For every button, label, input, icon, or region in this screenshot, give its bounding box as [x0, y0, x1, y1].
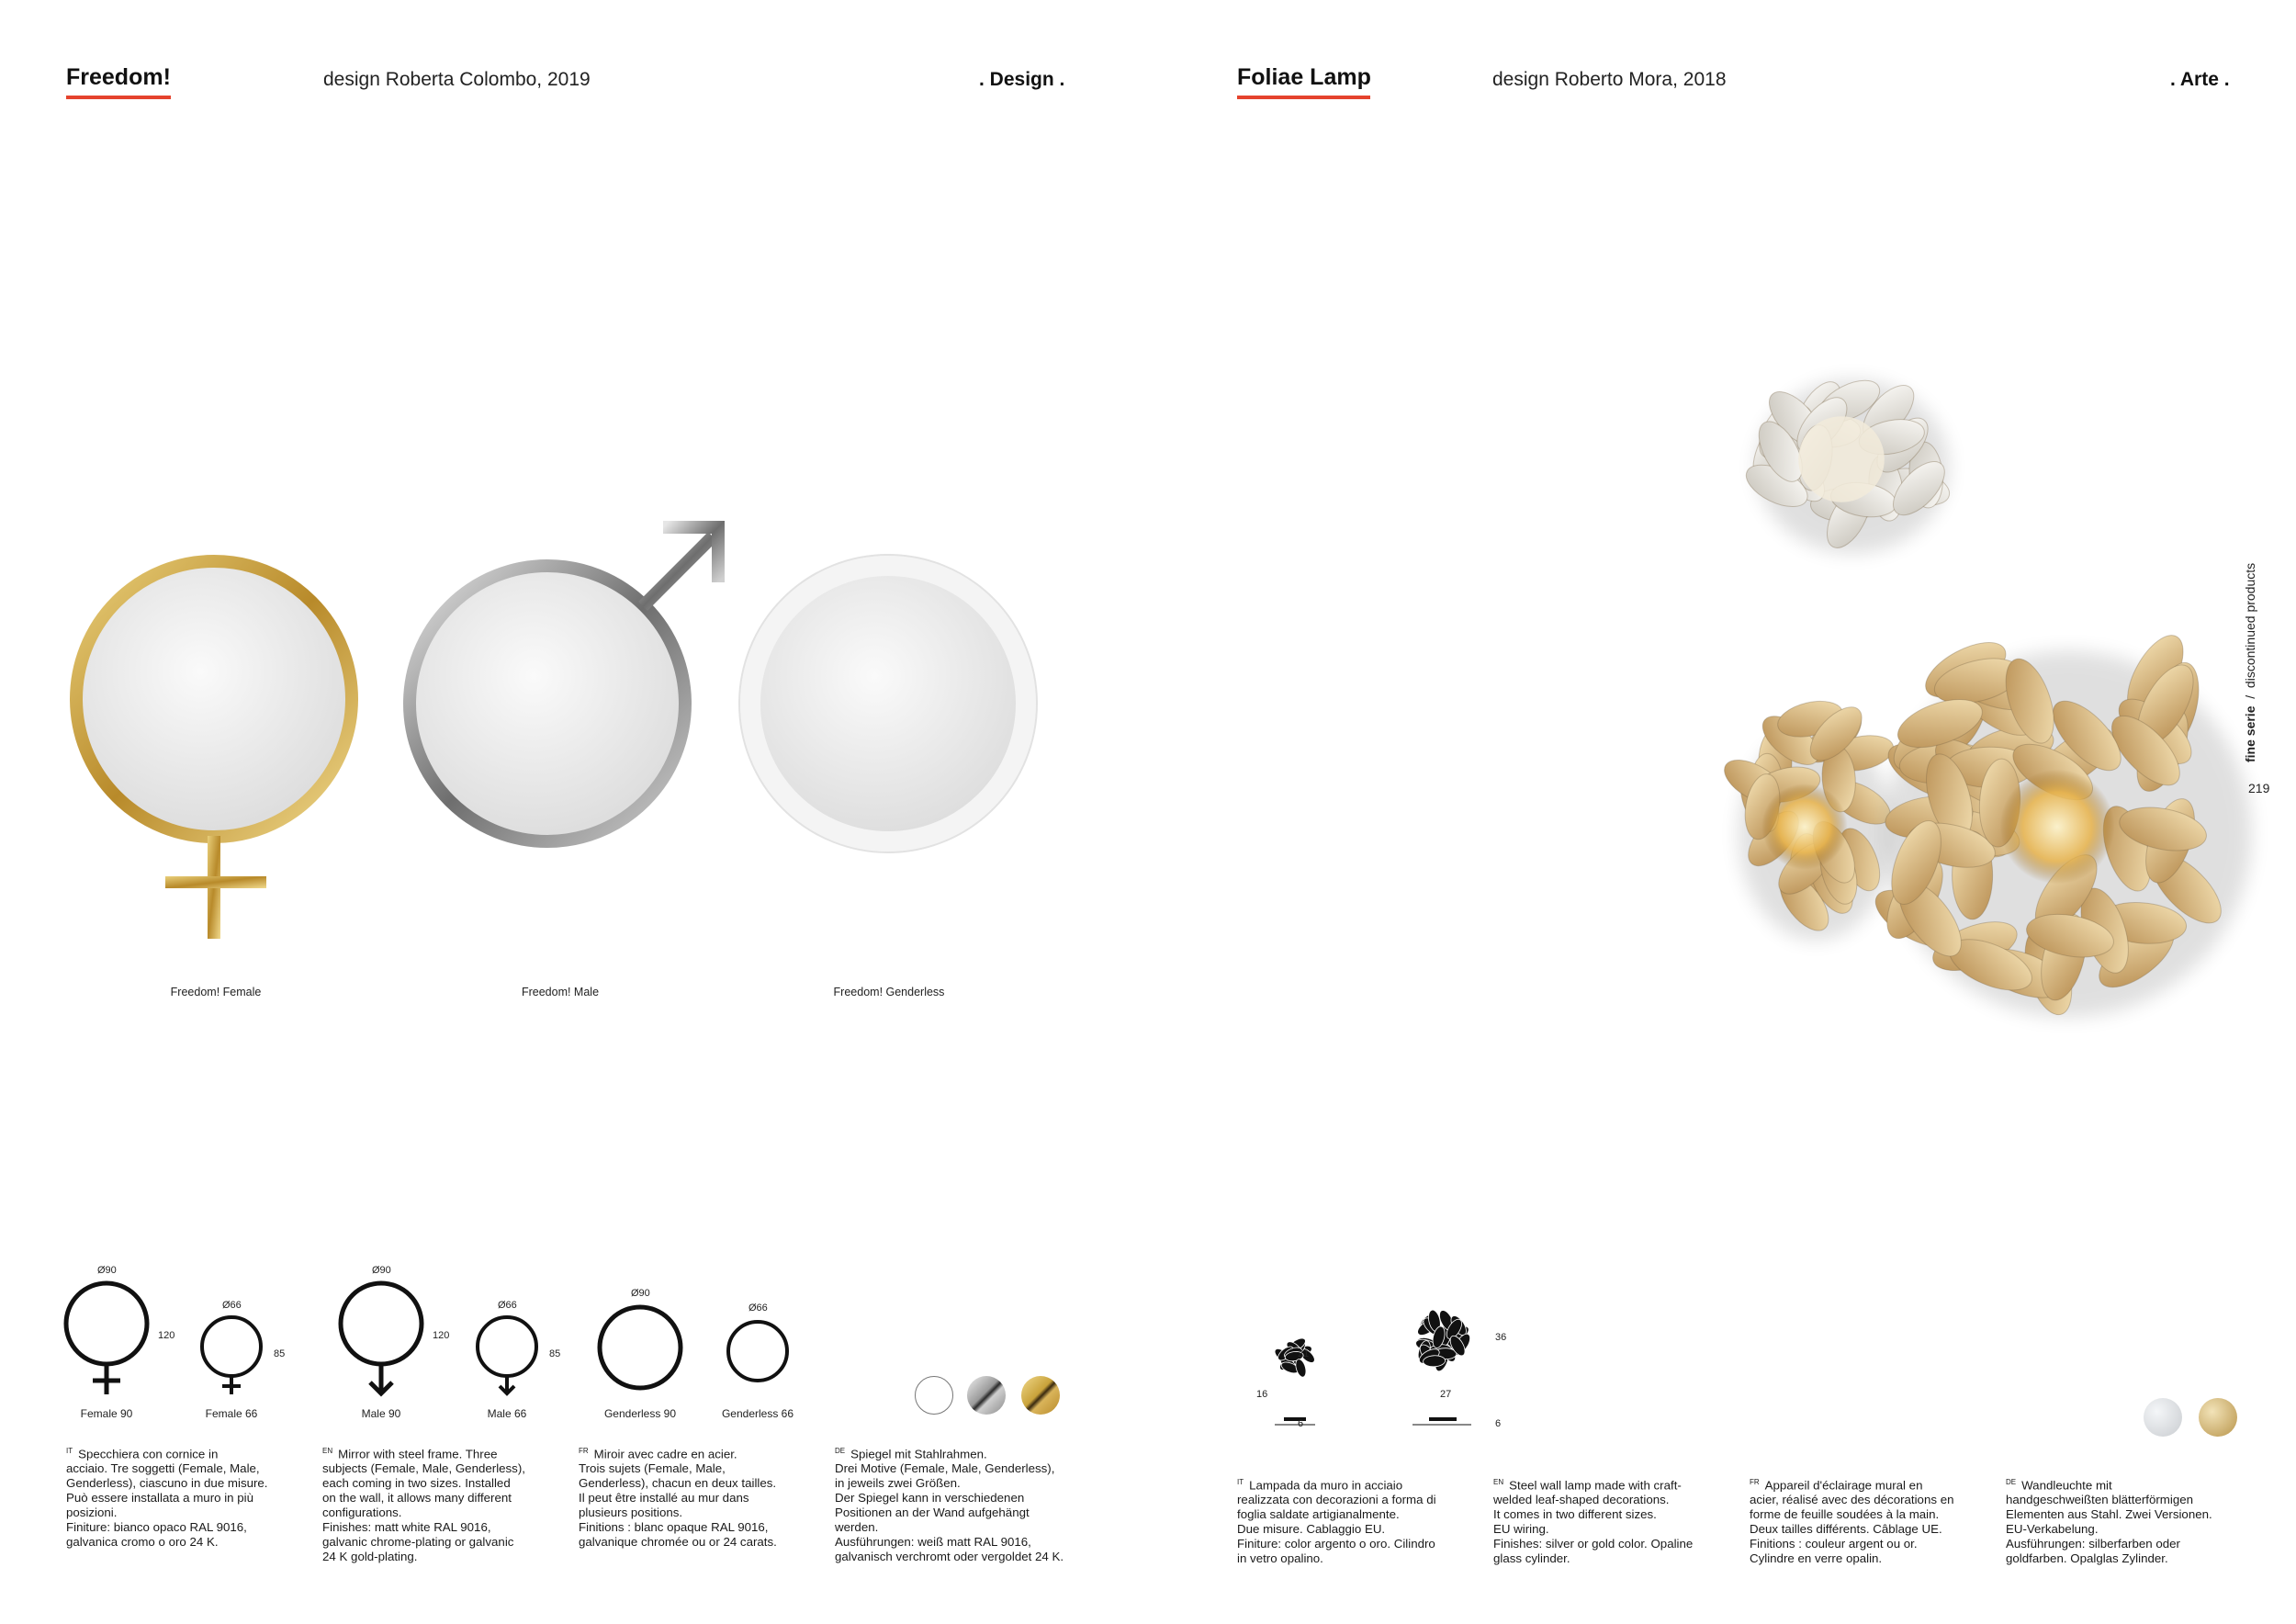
- lang-code-de: DE: [2006, 1478, 2017, 1486]
- dim-small-width: 16: [1256, 1389, 1268, 1400]
- female-mirror: [76, 561, 352, 939]
- large-lamp-silhouette: [1414, 1308, 1473, 1373]
- dim-small-depth: 6: [1298, 1418, 1304, 1429]
- lang-code-fr: FR: [579, 1447, 589, 1455]
- symbol-label-male90: Male 90: [361, 1407, 401, 1420]
- swatch-white: [915, 1376, 953, 1415]
- description-text-en: Steel wall lamp made with craft- welded leaf-shaped decorations. It comes in two different sizes. EU wiring. Finishes: silver or gold color. Opaline glass cylinder.: [1493, 1478, 1694, 1566]
- dim-female90-diameter: Ø90: [97, 1265, 117, 1276]
- caption-female: Freedom! Female: [170, 986, 262, 998]
- dim-male90-diameter: Ø90: [372, 1265, 391, 1276]
- symbol-label-genderless90: Genderless 90: [603, 1407, 677, 1420]
- foliae-lamps-photo: [1451, 312, 2278, 1066]
- lamp-silver-small: [1739, 372, 1953, 555]
- description-de: [2006, 1475, 2240, 1566]
- description-en: [1493, 1475, 1728, 1566]
- side-series: fine serie: [2243, 705, 2257, 762]
- description-text-de: Wandleuchte mit handgeschweißten blätterförmigen Elementen aus Stahl. Zwei Versionen. EU-Verkabelung. Ausführungen: silberfarben oder goldfarben. Opalglas Zylinder.: [2006, 1478, 2212, 1566]
- dim-large-height: 36: [1495, 1332, 1507, 1343]
- caption-genderless: Freedom! Genderless: [833, 986, 945, 998]
- description-text-de: Spiegel mit Stahlrahmen. Drei Motive (Female, Male, Genderless), in jeweils zwei Größen. Der Spiegel kann in verschiedenen Positionen an der Wand aufgehängt werden. Ausführungen: weiß matt RAL 9016, galvanisch verchromt oder vergoldet 24 K.: [835, 1447, 1064, 1564]
- description-text-en: Mirror with steel frame. Three subjects (Female, Male, Genderless), each coming in two sizes. Installed on the wall, it allows many different configurations. Finishes: matt white RAL 9016, galvanic chrome-plating or galvanic 24 K gold-plating.: [322, 1447, 525, 1564]
- description-de: [835, 1444, 1097, 1564]
- page-title-freedom: Freedom!: [66, 64, 171, 90]
- lang-code-de: DE: [835, 1447, 846, 1455]
- side-label: discontinued products: [2243, 562, 2257, 689]
- category-label: . Arte .: [2170, 69, 2230, 90]
- lang-code-it: IT: [66, 1447, 73, 1455]
- dim-genderless90-diameter: Ø90: [631, 1288, 650, 1299]
- designer-credit: design Roberta Colombo, 2019: [323, 69, 591, 90]
- description-text-fr: Appareil d'éclairage mural en acier, réalisé avec des décorations en forme de feuille soudées à la main. Deux tailles différents. Câblage UE. Finitions : couleur argent ou or. Cylindre en verre opalin.: [1750, 1478, 1954, 1566]
- description-it: [1237, 1475, 1471, 1566]
- dim-large-width: 27: [1440, 1389, 1452, 1400]
- swatch-silver: [2144, 1398, 2182, 1437]
- small-lamp-silhouette: [1273, 1336, 1317, 1378]
- side-separator: /: [2243, 694, 2257, 699]
- title-underline: [1237, 96, 1370, 99]
- caption-male: Freedom! Male: [521, 986, 600, 998]
- lang-code-fr: FR: [1750, 1478, 1760, 1486]
- lang-code-en: EN: [1493, 1478, 1504, 1486]
- dim-female66-diameter: Ø66: [222, 1300, 242, 1311]
- lang-code-it: IT: [1237, 1478, 1244, 1486]
- dim-genderless66-diameter: Ø66: [748, 1303, 768, 1314]
- lamp-dimension-drawings: [1221, 1304, 1589, 1415]
- description-en: [322, 1444, 557, 1564]
- swatch-chrome: [967, 1376, 1006, 1415]
- dim-female90-height: 120: [158, 1330, 175, 1341]
- description-fr: [1750, 1475, 1984, 1566]
- genderless-mirror: [739, 555, 1037, 852]
- symbol-label-female66: Female 66: [205, 1407, 258, 1420]
- dim-male66-height: 85: [549, 1348, 561, 1359]
- dim-large-depth: 6: [1495, 1418, 1502, 1429]
- description-text-fr: Miroir avec cadre en acier. Trois sujets (Female, Male, Genderless), chacun en deux tailles. Il peut être installé au mur dans plusieurs positions. Finitions : blanc opaque RAL 9016, galvanique chromée ou or 24 carats.: [579, 1447, 777, 1550]
- dim-male90-height: 120: [433, 1330, 450, 1341]
- symbol-label-male66: Male 66: [487, 1407, 527, 1420]
- page-number: 219: [2248, 781, 2270, 795]
- category-label: . Design .: [979, 69, 1065, 90]
- male-mirror: [410, 527, 718, 841]
- swatch-gold: [1021, 1376, 1060, 1415]
- description-text-it: Lampada da muro in acciaio realizzata con decorazioni a forma di foglia saldate artigianalmente. Due misure. Cablaggio EU. Finiture: color argento o oro. Cilindro in vetro opalino.: [1237, 1478, 1436, 1566]
- page-title-foliae: Foliae Lamp: [1237, 64, 1371, 90]
- title-underline: [66, 96, 171, 99]
- designer-credit: design Roberto Mora, 2018: [1492, 69, 1727, 90]
- lamp-gold-large: [1867, 626, 2252, 1020]
- description-fr: [579, 1444, 813, 1550]
- symbol-label-female90: Female 90: [80, 1407, 133, 1420]
- swatch-gold: [2199, 1398, 2237, 1437]
- lang-code-en: EN: [322, 1447, 333, 1455]
- dim-small-height: 21: [1298, 1348, 1310, 1359]
- description-text-it: Specchiera con cornice in acciaio. Tre soggetti (Female, Male, Genderless), ciascuno in due misure. Può essere installata a muro in più posizioni. Finiture: bianco opaco RAL 9016, galvanica cromo o oro 24 K.: [66, 1447, 268, 1550]
- freedom-mirrors-photo: [0, 496, 1148, 1047]
- right-page: [1148, 0, 2296, 1624]
- symbol-label-genderless66: Genderless 66: [721, 1407, 794, 1420]
- lamp-gold-small: [1717, 695, 1897, 940]
- side-section-label: [2243, 563, 2257, 762]
- description-it: [66, 1444, 300, 1550]
- dim-female66-height: 85: [274, 1348, 286, 1359]
- dim-male66-diameter: Ø66: [498, 1300, 517, 1311]
